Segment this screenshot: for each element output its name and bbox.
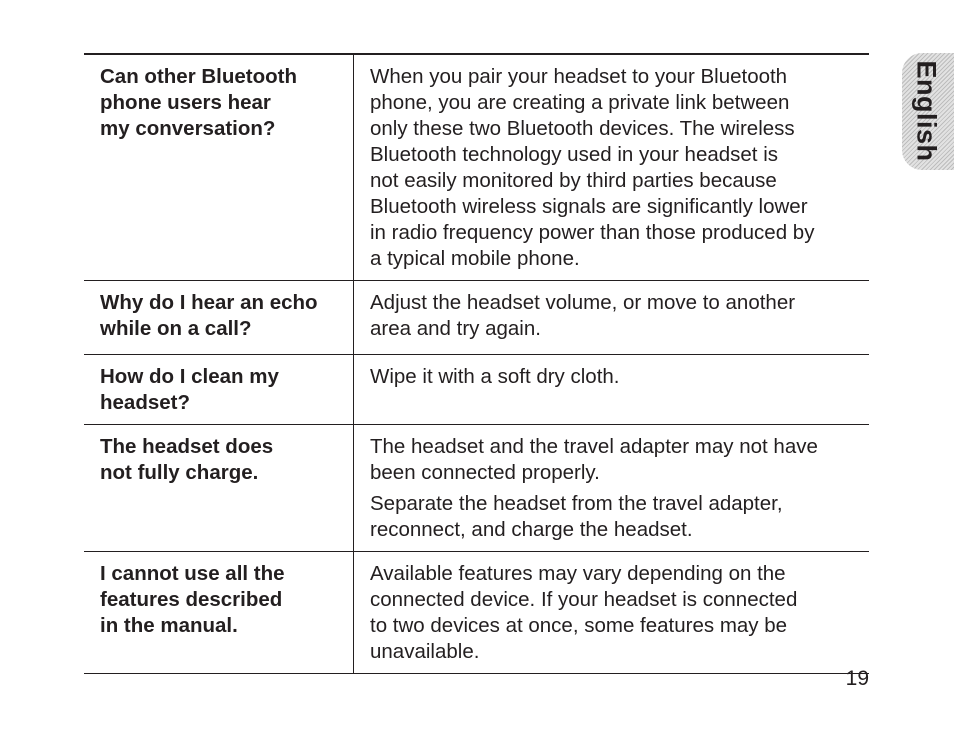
answer-line: Separate the headset from the travel adapter, xyxy=(370,492,783,515)
faq-question xyxy=(84,355,354,425)
page-number: 19 xyxy=(845,667,869,690)
faq-row xyxy=(84,425,869,552)
faq-question xyxy=(84,552,354,674)
answer-line: connected device. If your headset is connected xyxy=(370,588,798,611)
answer-line: only these two Bluetooth devices. The wireless xyxy=(370,117,795,140)
answer-line: been connected properly. xyxy=(370,461,600,484)
faq-table xyxy=(84,53,869,674)
answer-paragraph xyxy=(370,64,859,272)
faq-question xyxy=(84,281,354,355)
answer-paragraph xyxy=(370,364,859,390)
question-line: Can other Bluetooth xyxy=(100,65,298,88)
answer-line: Wipe it with a soft dry cloth. xyxy=(370,365,620,388)
language-tab-label: English xyxy=(911,60,942,162)
answer-line: not easily monitored by third parties because xyxy=(370,169,777,192)
faq-question xyxy=(84,54,354,281)
answer-line: When you pair your headset to your Bluetooth xyxy=(370,65,788,88)
answer-line: unavailable. xyxy=(370,640,480,663)
faq-answer xyxy=(354,552,870,674)
question-line: How do I clean my xyxy=(100,365,279,388)
faq-answer xyxy=(354,355,870,425)
answer-line: Bluetooth wireless signals are significantly lower xyxy=(370,195,808,218)
answer-paragraph xyxy=(370,434,859,486)
faq-row xyxy=(84,355,869,425)
question-line: in the manual. xyxy=(100,614,238,637)
answer-paragraph xyxy=(370,290,859,342)
question-line: phone users hear xyxy=(100,91,271,114)
question-line: headset? xyxy=(100,391,190,414)
question-line: while on a call? xyxy=(100,317,252,340)
answer-line: to two devices at once, some features may be xyxy=(370,614,788,637)
answer-line: Adjust the headset volume, or move to another xyxy=(370,291,796,314)
answer-line: Bluetooth technology used in your headset is xyxy=(370,143,778,166)
answer-line: area and try again. xyxy=(370,317,541,340)
question-line: I cannot use all the xyxy=(100,562,285,585)
faq-answer xyxy=(354,425,870,552)
question-line: my conversation? xyxy=(100,117,276,140)
question-line: not fully charge. xyxy=(100,461,259,484)
faq-row xyxy=(84,552,869,674)
question-line: features described xyxy=(100,588,283,611)
answer-line: The headset and the travel adapter may not have xyxy=(370,435,818,458)
faq-question xyxy=(84,425,354,552)
answer-line: a typical mobile phone. xyxy=(370,247,580,270)
question-line: Why do I hear an echo xyxy=(100,291,318,314)
faq-row xyxy=(84,54,869,281)
faq-answer xyxy=(354,281,870,355)
faq-row xyxy=(84,281,869,355)
answer-line: reconnect, and charge the headset. xyxy=(370,518,693,541)
answer-line: Available features may vary depending on the xyxy=(370,562,786,585)
answer-paragraph xyxy=(370,561,859,665)
faq-answer xyxy=(354,54,870,281)
answer-line: phone, you are creating a private link between xyxy=(370,91,790,114)
question-line: The headset does xyxy=(100,435,274,458)
answer-line: in radio frequency power than those produced by xyxy=(370,221,815,244)
answer-paragraph xyxy=(370,491,859,543)
